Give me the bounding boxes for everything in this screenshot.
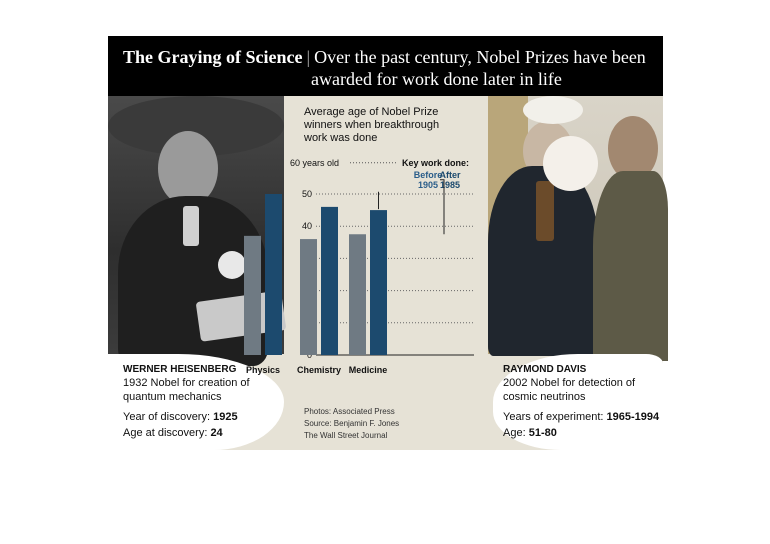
y-tick-label-40: 40 — [301, 221, 312, 232]
y-top-label: 60 years old — [290, 157, 340, 168]
left-caption-age: Age at discovery: 24 — [123, 427, 223, 439]
right-caption-age: Age: 51-80 — [503, 427, 557, 439]
left-caption-year: Year of discovery: 1925 — [123, 411, 238, 423]
right-caption-prize-2: cosmic neutrinos — [503, 391, 586, 403]
source-line-3: The Wall Street Journal — [304, 431, 388, 440]
x-tick-label-physics: Physics — [245, 365, 281, 375]
bar-physics-before — [244, 236, 261, 355]
chart-title — [304, 106, 484, 145]
headline-line-2: awarded for work done later in life — [311, 69, 562, 89]
bar-medicine-after — [370, 210, 387, 355]
legend-label-after-1: 1985 — [439, 179, 461, 190]
legend-label-before-0: Before — [413, 169, 443, 180]
left-caption-prize: 1932 Nobel for creation of — [123, 377, 250, 389]
headline-line-1 — [123, 46, 646, 68]
source-notes — [304, 406, 399, 442]
bar-chart — [245, 146, 488, 378]
right-caption-name: RAYMOND DAVIS — [503, 364, 587, 375]
headline-title: The Graying of Science — [123, 47, 303, 67]
legend-label-before-1: 1905 — [417, 179, 439, 190]
headline-bar — [108, 36, 663, 96]
bar-medicine-before — [349, 234, 366, 355]
chart-title-line-2: winners when breakthrough — [304, 119, 440, 131]
photo-davis — [488, 96, 663, 354]
source-line-1: Photos: Associated Press — [304, 407, 395, 416]
infographic — [108, 36, 663, 450]
right-caption-year: Years of experiment: 1965-1994 — [503, 411, 660, 423]
bar-physics-after — [265, 194, 282, 355]
chart-title-line-1: Average age of Nobel Prize — [304, 106, 439, 118]
legend-label-after-0: After — [439, 169, 461, 180]
x-tick-label-medicine: Medicine — [348, 365, 388, 375]
legend-title: Key work done: — [402, 157, 470, 168]
bar-chemistry-after — [321, 207, 338, 355]
headline-subtitle-1: Over the past century, Nobel Prizes have been — [314, 47, 646, 67]
right-caption-prize: 2002 Nobel for detection of — [503, 377, 636, 389]
y-tick-label-50: 50 — [301, 189, 312, 199]
x-tick-label-chemistry: Chemistry — [296, 365, 342, 375]
bar-chemistry-before — [300, 239, 317, 355]
chart-title-line-3: work was done — [304, 132, 378, 144]
headline-separator: | — [306, 47, 311, 67]
left-caption-name: WERNER HEISENBERG — [123, 364, 237, 375]
left-caption-prize-2: quantum mechanics — [123, 391, 222, 403]
source-line-2: Source: Benjamin F. Jones — [304, 419, 400, 428]
